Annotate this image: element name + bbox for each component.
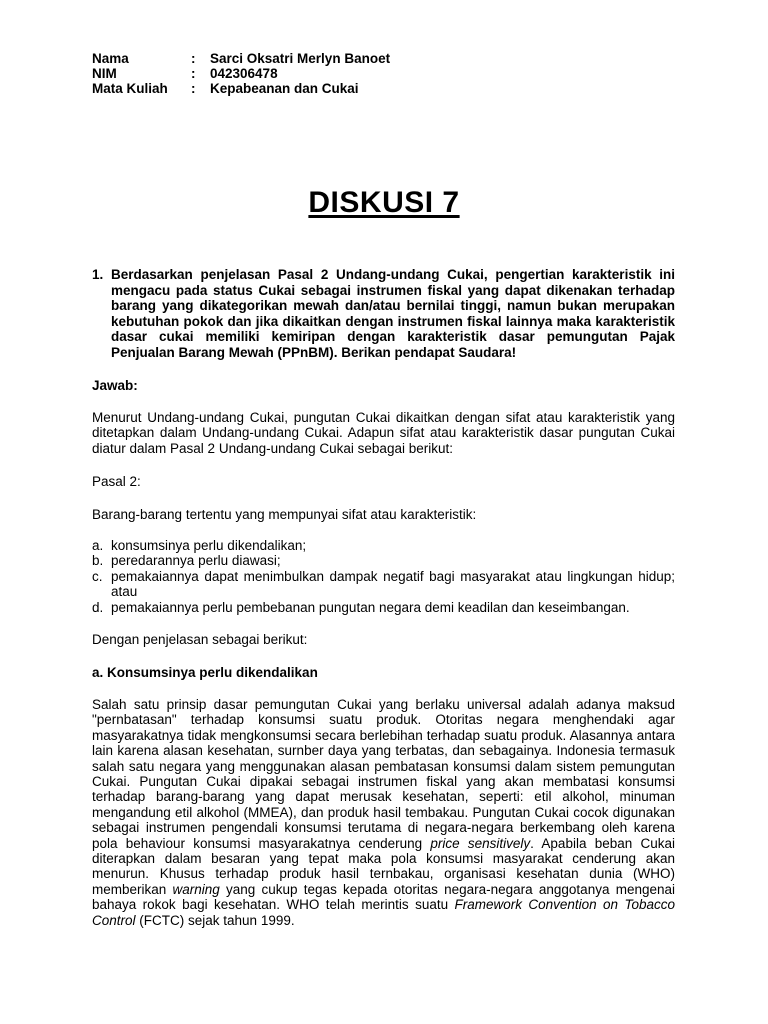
info-colon: :: [191, 66, 196, 81]
list-marker: a.: [92, 538, 104, 553]
body-text: yang cukup tegas kepada otoritas negara-negara anggotanya mengenai bahaya rokok bagi kesehatan. WHO telah merintis suatu: [92, 881, 675, 913]
info-value: Sarci Oksatri Merlyn Banoet: [210, 51, 391, 66]
list-text: peredarannya perlu diawasi;: [111, 553, 281, 569]
student-info: [92, 51, 390, 96]
list-marker: b.: [92, 553, 104, 569]
info-value: Kepabeanan dan Cukai: [210, 81, 359, 96]
list-marker: c.: [92, 568, 103, 584]
list-intro: Barang-barang tertentu yang mempunyai sifat atau karakteristik:: [92, 507, 477, 522]
list-text: konsumsinya perlu dikendalikan;: [111, 538, 307, 553]
info-label: Nama: [92, 51, 129, 66]
info-value: 042306478: [210, 66, 278, 81]
list-marker: d.: [92, 599, 104, 615]
body-text: . Apabila beban Cukai diterapkan dalam besaran yang tepat maka pola konsumsi masyarakat cenderung akan menurun. Khusus terhadap produk hasil ternbakau, organisasi kesehatan dunia (WHO) memberikan: [92, 835, 675, 897]
section-heading: a. Konsumsinya perlu dikendalikan: [92, 665, 318, 680]
info-row-name: [92, 51, 390, 66]
intro-paragraph: Menurut Undang-undang Cukai, pungutan Cukai dikaitkan dengan sifat atau karakteristik yang ditetapkan dalam Undang-undang Cukai. Adapun sifat atau karakteristik dasar pungutan Cukai diatur dalam Pasal 2 Undang-undang Cukai sebagai berikut:: [92, 410, 675, 456]
characteristics-list: [92, 538, 675, 615]
body-italic-term: warning: [172, 881, 220, 897]
info-colon: :: [191, 81, 196, 96]
info-label: NIM: [92, 66, 117, 81]
answer-label: Jawab:: [92, 378, 138, 393]
list-item: [92, 553, 675, 568]
explanation-intro: Dengan penjelasan sebagai berikut:: [92, 632, 308, 647]
body-paragraph: [92, 697, 675, 928]
question-text: Berdasarkan penjelasan Pasal 2 Undang-undang Cukai, pengertian karakteristik ini mengacu pada status Cukai sebagai instrumen fiskal yang dapat dikenakan terhadap barang yang dikategorikan mewah dan/atau bernilai tinggi, namun bukan merupakan kebutuhan pokok dan jika dikaitkan dengan instrumen fiskal lainnya maka karakteristik dasar cukai memiliki kemiripan dengan karakteristik dasar pemungutan Pajak Penjualan Barang Mewah (PPnBM). Berikan pendapat Saudara!: [111, 267, 675, 360]
list-item: [92, 600, 675, 615]
info-colon: :: [191, 51, 196, 66]
list-text: pemakaiannya dapat menimbulkan dampak negatif bagi masyarakat atau lingkungan hidup; atau: [111, 568, 675, 600]
info-row-course: [92, 81, 390, 96]
list-text: pemakaiannya perlu pembebanan pungutan negara demi keadilan dan keseimbangan.: [111, 599, 630, 615]
list-item: [92, 569, 675, 600]
list-item: [92, 538, 675, 553]
info-row-nim: [92, 66, 390, 81]
page-title: DISKUSI 7: [308, 186, 460, 219]
question-1: [92, 267, 675, 360]
body-italic-term: price sensitively: [430, 835, 531, 851]
info-label: Mata Kuliah: [92, 81, 168, 96]
body-text: Salah satu prinsip dasar pemungutan Cukai yang berlaku universal adalah adanya maksud "pernbatasan" terhadap konsumsi suatu produk. Otoritas negara menghendaki agar masyarakatnya tidak mengkonsumsi secara berlebihan terhadap suatu produk. Alasannya antara lain karena alasan kesehatan, surnber daya yang terbatas, dan sebagainya. Indonesia termasuk salah satu negara yang menggunakan alasan pembatasan konsumsi dalam sistem pemungutan Cukai. Pungutan Cukai dipakai sebagai instrumen fiskal yang akan membatasi konsumsi terhadap barang-barang yang dapat merusak kesehatan, seperti: etil alkohol, minuman mengandung etil alkohol (MMEA), dan produk hasil tembakau. Pungutan Cukai cocok digunakan sebagai instrumen pengendali konsumsi terutama di negara-negara berkembang oleh karena pola behaviour konsumsi masyarakatnya cenderung: [92, 697, 675, 851]
question-number: 1.: [92, 267, 104, 282]
body-text: (FCTC) sejak tahun 1999.: [135, 912, 295, 928]
body-italic-term: Framework Convention on Tobacco Control: [92, 897, 675, 928]
pasal-label: Pasal 2:: [92, 474, 141, 489]
